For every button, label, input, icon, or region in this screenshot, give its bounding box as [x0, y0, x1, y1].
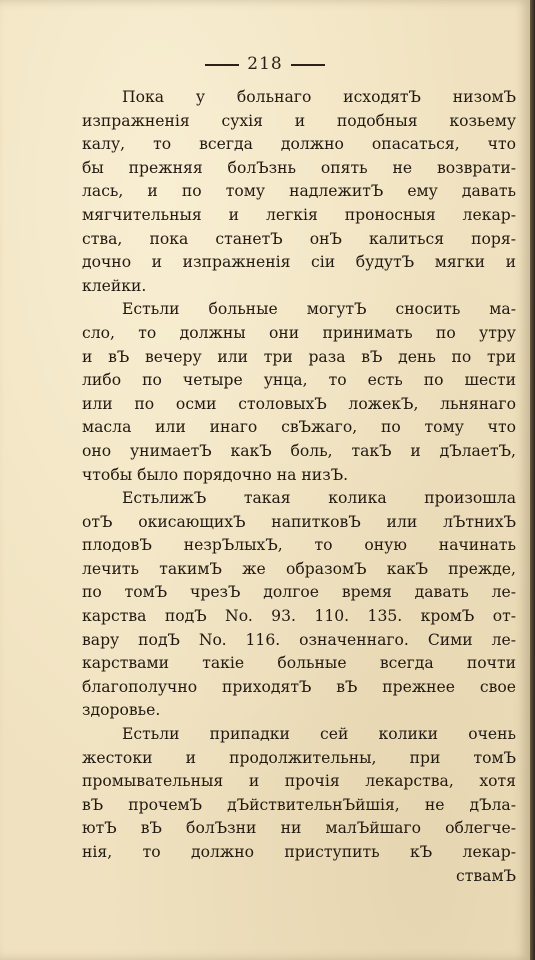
header-dash-left — [205, 64, 239, 66]
text-line: ства, пока станетЪ онЪ калиться поря- — [82, 229, 516, 248]
text-line: лечить такимЪ же образомЪ какЪ прежде, — [82, 559, 516, 578]
text-line: карства подЪ No. 93. 110. 135. кромЪ от- — [82, 607, 516, 626]
text-line: карствами такіе больные всегда почти — [82, 654, 516, 673]
text-line: оно унимаетЪ какЪ боль, такЪ и дЪлаетЪ, — [82, 441, 516, 460]
text-line: по томЪ чрезЪ долгое время давать ле- — [82, 583, 516, 602]
text-line: отЪ окисающихЪ напитковЪ или лЪтнихЪ — [82, 512, 516, 531]
paragraph-4 — [82, 723, 516, 888]
text-line: здоровье. — [82, 701, 161, 720]
text-line: плодовЪ незрЪлыхЪ, то оную начинать — [82, 536, 516, 555]
text-line: ЕстьлижЪ такая колика произошла — [122, 489, 516, 508]
text-line: ютЪ вЪ болЪзни ни малЪйшаго облегче- — [82, 819, 516, 838]
text-line: сло, то должны они принимать по утру — [82, 323, 516, 342]
text-line: калу, то всегда должно опасаться, что — [82, 135, 516, 154]
page-header — [0, 54, 530, 74]
text-line: и вЪ вечеру или три раза вЪ день по три — [82, 347, 516, 366]
catchword: ствамЪ — [456, 866, 516, 885]
text-line: чтобы было порядочно на низЪ. — [82, 465, 349, 484]
paragraph-1 — [82, 86, 516, 298]
text-line: лась, и по тому надлежитЪ ему давать — [82, 182, 516, 201]
body-text — [82, 86, 516, 888]
text-line: вЪ прочемЪ дЪйствительнЪйшія, не дЪла- — [82, 795, 516, 814]
text-line: благополучно приходятЪ вЪ прежнее свое — [82, 677, 516, 696]
text-line: изпражненія сухія и подобныя козьему — [82, 111, 516, 130]
paragraph-2 — [82, 298, 516, 487]
paragraph-3 — [82, 487, 516, 723]
text-line: вару подЪ No. 116. означеннаго. Сими ле- — [82, 630, 516, 649]
page-edge-shadow — [530, 0, 535, 960]
text-line: Естьли припадки сей колики очень — [122, 725, 516, 744]
text-line: либо по четыре унца, то есть по шести — [82, 371, 516, 390]
text-line: жестоки и продолжительны, при томЪ — [82, 748, 516, 767]
text-line: масла или инаго свЪжаго, по тому что — [82, 418, 516, 437]
text-line: бы прежняя болЪзнь опять не возврати- — [82, 158, 516, 177]
text-line: мягчительныя и легкія проносныя лекар- — [82, 205, 516, 224]
text-line: Пока у больнаго исходятЪ низомЪ — [122, 88, 516, 106]
text-line: Естьли больные могутЪ сносить ма- — [122, 300, 516, 319]
text-line: клейки. — [82, 276, 147, 295]
text-line: нія, то должно приступить кЪ лекар- — [82, 843, 516, 861]
header-dash-right — [291, 64, 325, 66]
text-line: промывательныя и прочія лекарства, хотя — [82, 772, 516, 791]
text-line: или по осми столовыхЪ ложекЪ, льнянаго — [82, 394, 516, 413]
page-number: 218 — [247, 54, 283, 74]
text-line: дочно и изпражненія сіи будутЪ мягки и — [82, 253, 516, 272]
